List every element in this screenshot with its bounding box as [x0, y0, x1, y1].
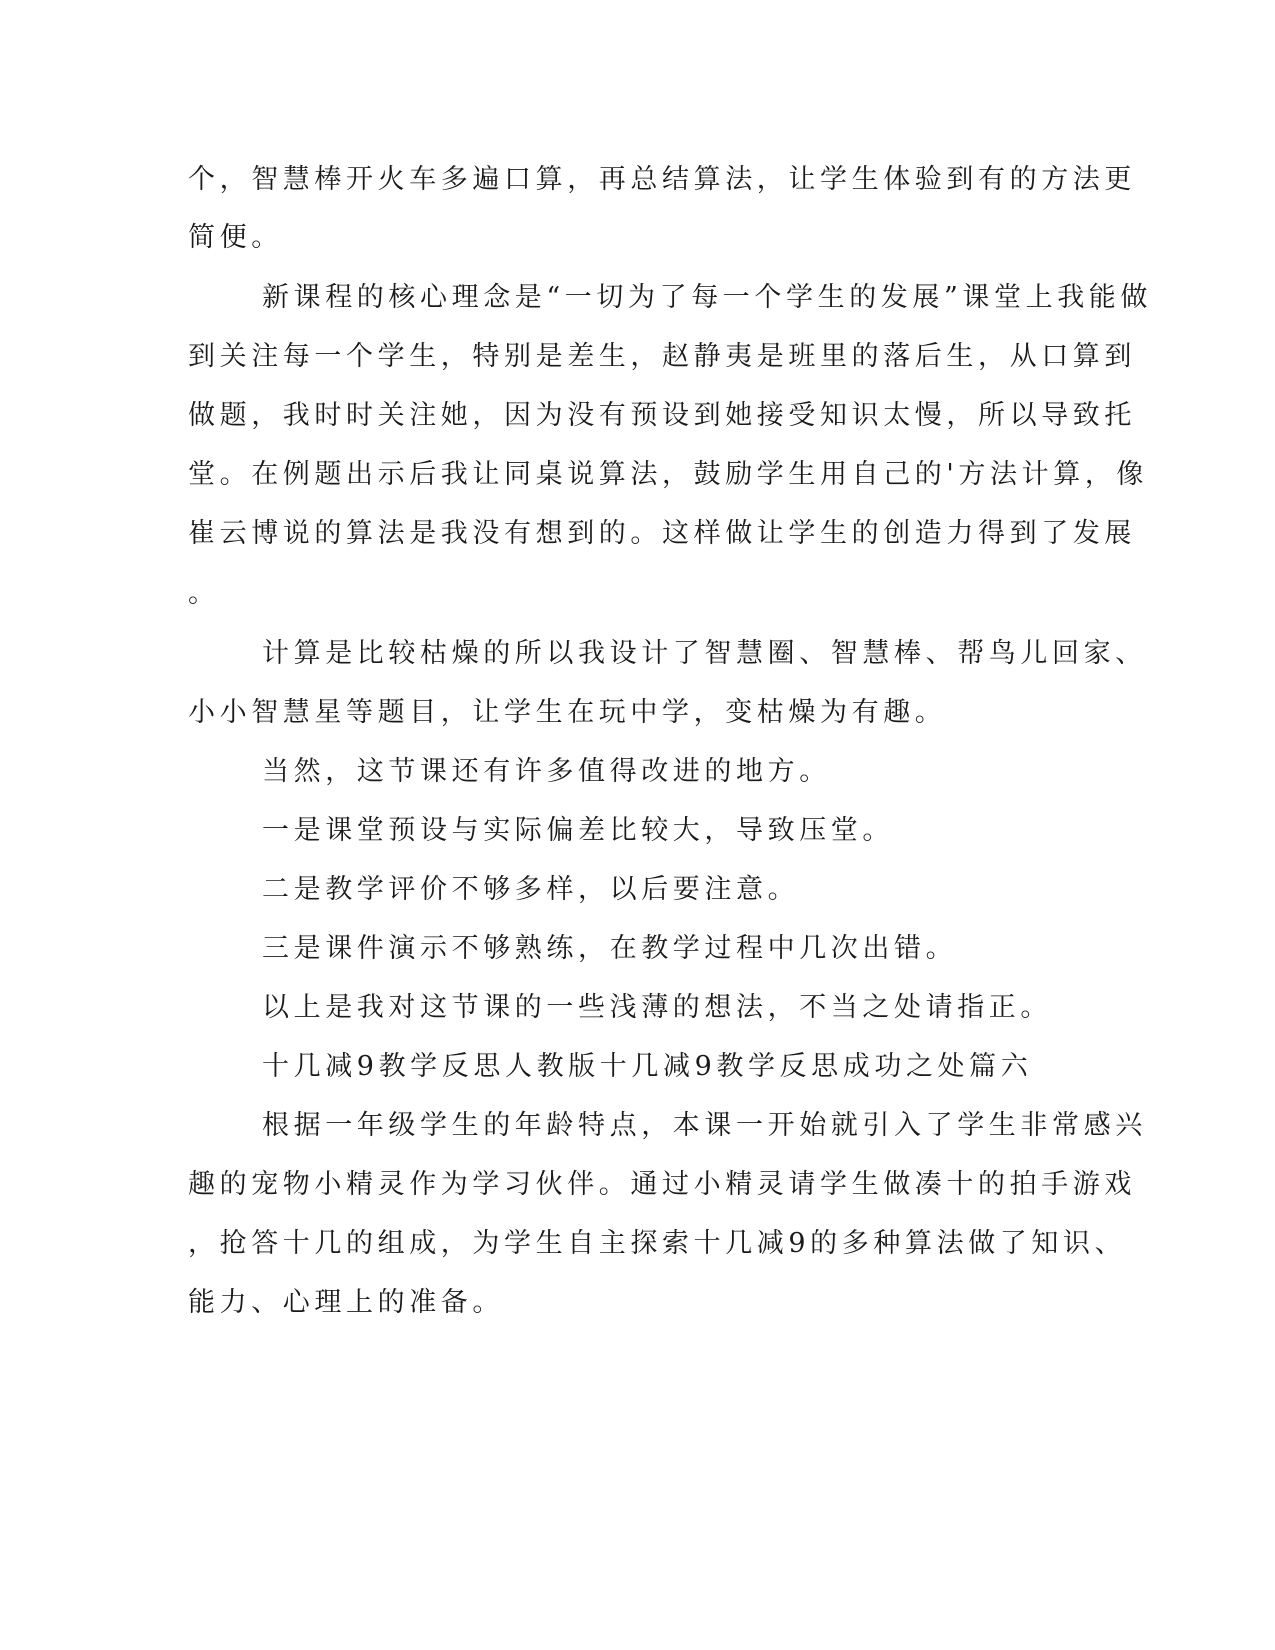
- paragraph-start-line: 一是课堂预设与实际偏差比较大，导致压堂。: [262, 815, 894, 846]
- paragraph-start-line: 计算是比较枯燥的所以我设计了智慧圈、智慧棒、帮鸟儿回家、: [262, 638, 1147, 669]
- paragraph-start-line: 新课程的核心理念是“一切为了每一个学生的发展”课堂上我能做: [262, 282, 1153, 313]
- paragraph-start-line: 二是教学评价不够多样，以后要注意。: [262, 874, 800, 905]
- text-line: ，抢答十几的组成，为学生自主探索十几减9的多种算法做了知识、: [188, 1228, 1127, 1259]
- text-line: 小小智慧星等题目，让学生在玩中学，变枯燥为有趣。: [188, 697, 947, 728]
- paragraph-start-line: 以上是我对这节课的一些浅薄的想法，不当之处请指正。: [262, 992, 1052, 1023]
- text-line: 到关注每一个学生，特别是差生，赵静夷是班里的落后生，从口算到: [188, 341, 1136, 372]
- text-line: 简便。: [188, 222, 283, 253]
- paragraph-start-line: 三是课件演示不够熟练，在教学过程中几次出错。: [262, 933, 958, 964]
- text-line: 崔云博说的算法是我没有想到的。这样做让学生的创造力得到了发展: [188, 518, 1136, 549]
- text-line: 能力、心理上的准备。: [188, 1287, 504, 1318]
- text-line: 。: [188, 578, 220, 609]
- text-line: 个，智慧棒开火车多遍口算，再总结算法，让学生体验到有的方法更: [188, 164, 1136, 195]
- text-line: 趣的宠物小精灵作为学习伙伴。通过小精灵请学生做凑十的拍手游戏: [188, 1169, 1136, 1200]
- paragraph-start-line: 根据一年级学生的年龄特点，本课一开始就引入了学生非常感兴: [262, 1110, 1147, 1141]
- paragraph-start-line: 当然，这节课还有许多值得改进的地方。: [262, 756, 831, 787]
- text-line: 做题，我时时关注她，因为没有预设到她接受知识太慢，所以导致托: [188, 400, 1136, 431]
- section-heading: 十几减9教学反思人教版十几减9教学反思成功之处篇六: [262, 1051, 1033, 1082]
- text-line: 堂。在例题出示后我让同桌说算法，鼓励学生用自己的'方法计算，像: [188, 459, 1149, 490]
